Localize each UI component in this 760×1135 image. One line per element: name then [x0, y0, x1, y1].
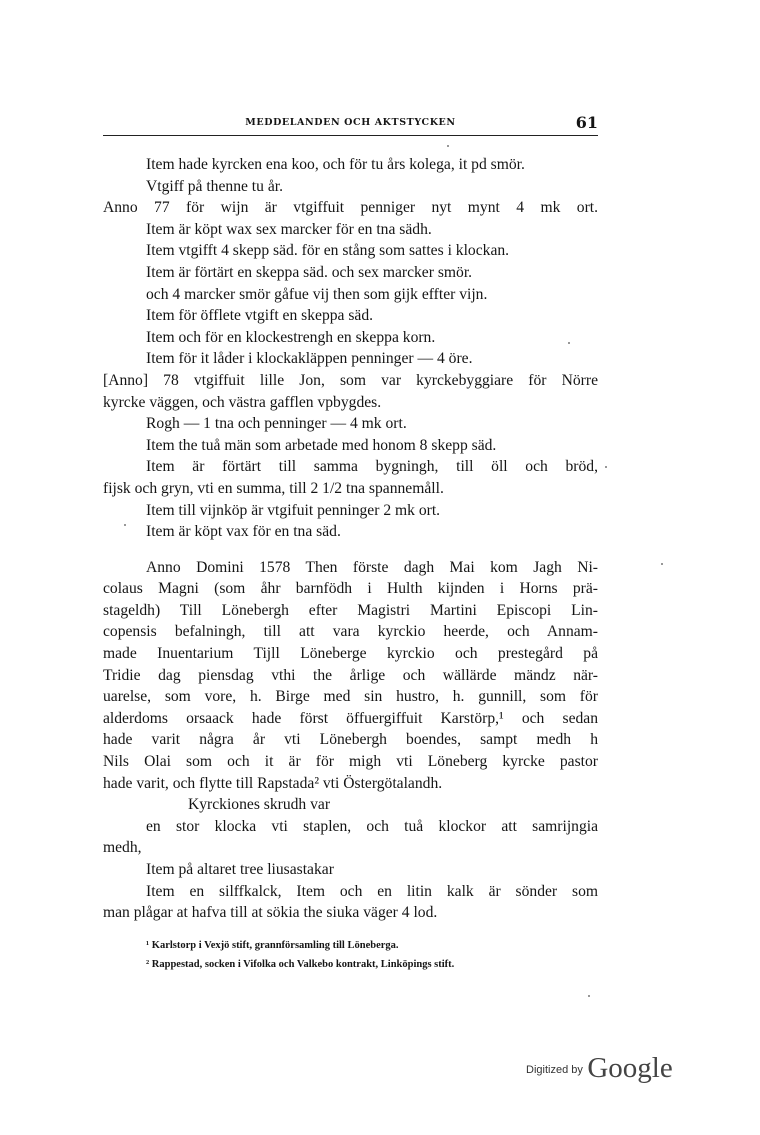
text-line: Item för it låder i klockakläppen penninger — 4 öre. — [146, 350, 473, 368]
text-line: och 4 marcker smör gåfue vij then som gijk effter vijn. — [146, 285, 488, 303]
body-text — [103, 154, 598, 924]
text-line: Item the tuå män som arbetade med honom 8 skepp säd. — [146, 436, 497, 454]
text-line: Item är köpt vax för en tna säd. — [146, 523, 341, 541]
text-line: Item en silffkalck, Item och en litin kalk är sönder som — [146, 882, 598, 900]
header-rule — [103, 135, 598, 136]
text-line: hade varit, och flytte till Rapstada² vti Östergötalandh. — [103, 774, 443, 792]
scan-speck — [124, 524, 126, 526]
text-line: en stor klocka vti staplen, och tuå klockor att samrijngia — [146, 817, 598, 835]
text-line: Rogh — 1 tna och penninger — 4 mk ort. — [146, 415, 407, 433]
page-header — [103, 113, 598, 133]
text-line: uarelse, som vore, h. Birge med sin hustro, h. gunnill, som för — [103, 688, 598, 706]
running-title: MEDDELANDEN OCH AKTSTYCKEN — [245, 117, 456, 128]
digitized-by-google-watermark — [526, 1052, 673, 1085]
text-line: Vtgiff på thenne tu år. — [146, 177, 283, 195]
paragraph-gap — [103, 543, 598, 557]
text-line: copensis befalningh, till att vara kyrckio heerde, och Annam- — [103, 623, 598, 641]
google-logo: Google — [587, 1052, 673, 1084]
watermark-prefix: Digitized by — [526, 1064, 583, 1076]
text-line: Item hade kyrcken ena koo, och för tu års kolega, it pd smör. — [146, 156, 525, 173]
text-line: Item på altaret tree liusastakar — [146, 861, 334, 878]
text-line: Nils Olai som och it är för migh vti Löneberg kyrcke pastor — [103, 753, 598, 771]
section-heading: Kyrckiones skrudh var — [188, 796, 331, 814]
scan-speck — [447, 145, 449, 147]
text-line: Item för öfflete vtgift en skeppa säd. — [146, 307, 374, 325]
footnote: ¹ Karlstorp i Vexjö stift, grannförsamling till Löneberga. — [146, 940, 399, 951]
text-line: Item är förtärt till samma bygningh, till öll och bröd, — [146, 458, 598, 476]
footnotes — [103, 936, 598, 974]
text-line: Item är köpt wax sex marcker för en tna sädh. — [146, 220, 432, 238]
text-line: Item vtgifft 4 skepp säd. för en stång som sattes i klockan. — [146, 242, 510, 260]
text-line: [Anno] 78 vtgiffuit lille Jon, som var kyrckebyggiare för Nörre — [103, 371, 598, 389]
scan-speck — [588, 995, 590, 997]
text-line: hade varit några år vti Lönebergh boendes, sampt medh h — [103, 731, 598, 749]
text-line: made Inuentarium Tijll Löneberge kyrckio och prestegård på — [103, 645, 598, 663]
text-line: Item är förtärt en skeppa säd. och sex marcker smör. — [146, 263, 473, 281]
text-line: medh, — [103, 839, 142, 857]
text-line: Anno Domini 1578 Then förste dagh Mai kom Jagh Ni- — [146, 558, 598, 576]
text-line: man plågar at hafva till at sökia the siuka väger 4 lod. — [103, 904, 438, 922]
text-line: Tridie dag piensdag vthi the årlige och wällärde mändz när- — [103, 666, 598, 684]
scan-speck — [568, 342, 570, 344]
scan-speck — [605, 466, 607, 468]
text-line: alderdoms orsaack hade först öffuergiffuit Karstörp,¹ och sedan — [103, 709, 598, 727]
text-line: Item och för en klockestrengh en skeppa korn. — [146, 328, 436, 346]
footnote: ² Rappestad, socken i Vifolka och Valkebo kontrakt, Linköpings stift. — [146, 959, 455, 970]
scan-speck — [661, 563, 663, 565]
page-number: 61 — [575, 113, 598, 132]
text-line: Anno 77 för wijn är vtgiffuit penniger nyt mynt 4 mk ort. — [103, 199, 598, 217]
text-line: Item till vijnköp är vtgifuit penninger 2 mk ort. — [146, 501, 441, 519]
text-line: stageldh) Till Lönebergh efter Magistri Martini Episcopi Lin- — [103, 601, 598, 619]
text-line: kyrcke väggen, och västra gafflen vpbygdes. — [103, 393, 382, 411]
text-line: colaus Magni (som åhr barnfödh i Hulth kijnden i Horns prä- — [103, 580, 598, 598]
text-line: fijsk och gryn, vti en summa, till 2 1/2 tna spannemåll. — [103, 479, 444, 497]
